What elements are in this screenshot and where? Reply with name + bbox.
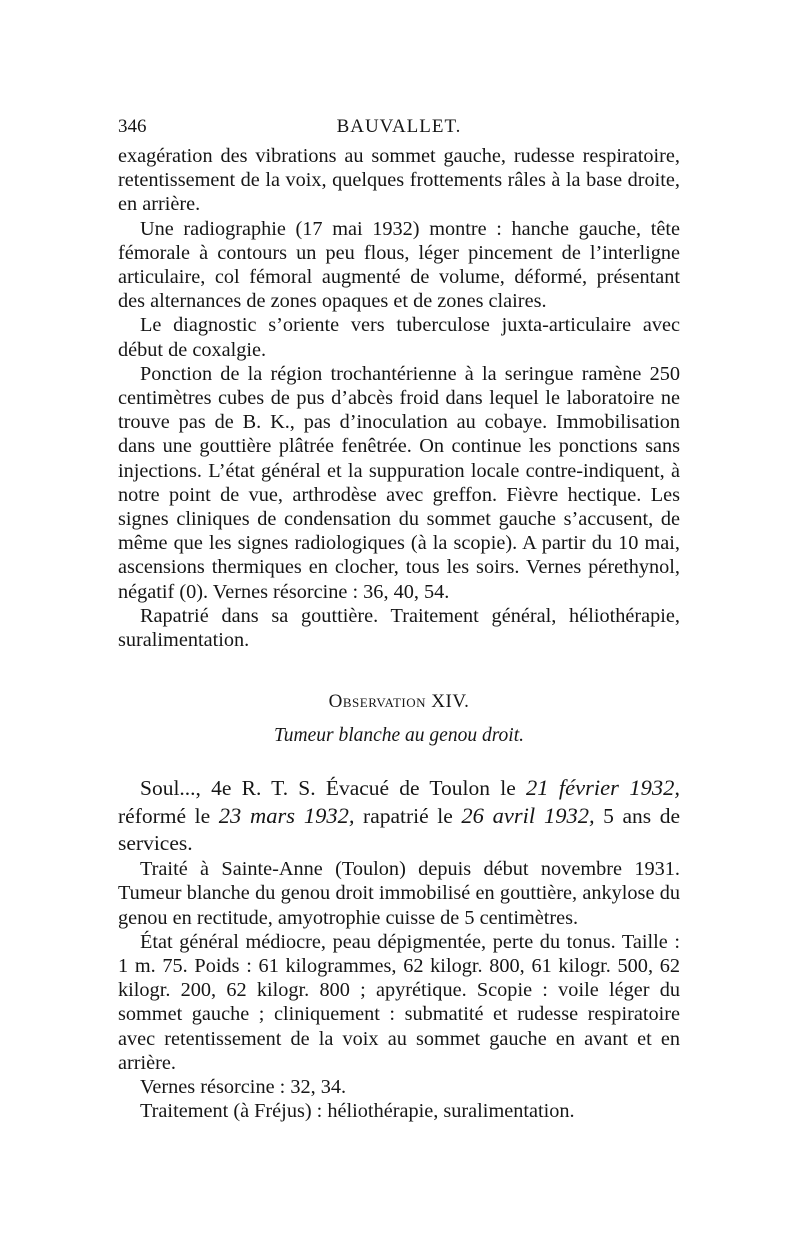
page-number: 346 <box>118 116 147 137</box>
observation-label: Observation <box>328 691 427 713</box>
observation-header <box>118 689 680 749</box>
paragraph-radiography: Une radiographie (17 mai 1932) montre : hanche gauche, tête fémorale à contours un peu flous, léger pincement de l’interligne articulaire, col fémoral augmenté de volume, déformé, présentant des alternances de zones opaques et de zones claires. <box>118 217 680 313</box>
intro-text-4: 5 ans de services. <box>118 804 681 856</box>
observation-number: XIV. <box>431 691 470 713</box>
running-header <box>118 112 680 144</box>
date-repatriation: 26 avril 1932, <box>461 803 595 829</box>
observation-title <box>118 689 680 715</box>
paragraph-puncture: Ponction de la région trochantérienne à la seringue ramène 250 centimètres cubes de pus d’abcès froid dans lequel le laboratoire ne trouve pas de B. K., pas d’inoculation au cobaye. Immobilisation dans une gouttière plâtrée fenêtrée. On continue les ponctions sans injections. L’état général et la suppuration locale contre-indiquent, à notre point de vue, arthrodèse avec greffon. Fièvre hectique. Les signes cliniques de condensation du sommet gauche s’accusent, de même que les signes radiologiques (à la scopie). A partir du 10 mai, ascensions thermiques en clocher, tous les soirs. Vernes pérethynol, négatif (0). Vernes résorcine : 36, 40, 54. <box>118 362 680 603</box>
intro-text-3: rapatrié le <box>354 804 462 829</box>
book-page <box>118 112 680 1124</box>
paragraph-vernes: Vernes résorcine : 32, 34. <box>140 1076 347 1099</box>
paragraph-repatriation: Rapatrié dans sa gouttière. Traitement général, héliothérapie, suralimentation. <box>118 604 680 652</box>
intro-text-1: Soul..., 4e R. T. S. Évacué de Toulon le <box>140 776 526 801</box>
observation-subtitle: Tumeur blanche au genou droit. <box>273 725 525 747</box>
paragraph-continuation: exagération des vibrations au sommet gauche, rudesse respiratoire, retentissement de la voix, quelques frottements râles à la base droite, en arrière. <box>118 145 680 216</box>
paragraph-treatment-toulon: Traité à Sainte-Anne (Toulon) depuis début novembre 1931. Tumeur blanche du genou droit immobilisé en gouttière, ankylose du genou en rectitude, amyotrophie cuisse de 5 centimètres. <box>118 858 680 929</box>
paragraph-patient-intro <box>118 774 680 857</box>
running-title: BAUVALLET. <box>336 116 462 137</box>
date-evacuation: 21 février 1932, <box>525 775 680 801</box>
intro-text-2: réformé le <box>118 804 219 829</box>
paragraph-diagnosis: Le diagnostic s’oriente vers tuberculose juxta-articulaire avec début de coxalgie. <box>118 314 680 361</box>
observation-body <box>118 774 680 1123</box>
paragraph-treatment-frejus: Traitement (à Fréjus) : héliothérapie, suralimentation. <box>140 1100 575 1123</box>
date-reform: 23 mars 1932, <box>218 803 355 829</box>
paragraph-general-state: État général médiocre, peau dépigmentée, perte du tonus. Taille : 1 m. 75. Poids : 61 kilogrammes, 62 kilogr. 800, 61 kilogr. 500, 62 kilogr. 200, 62 kilogr. 800 ; apyrétique. Scopie : voile léger du sommet gauche ; cliniquement : submatité et rudesse respiratoire avec retentissement de la voix au sommet gauche en avant et en arrière. <box>118 930 680 1074</box>
